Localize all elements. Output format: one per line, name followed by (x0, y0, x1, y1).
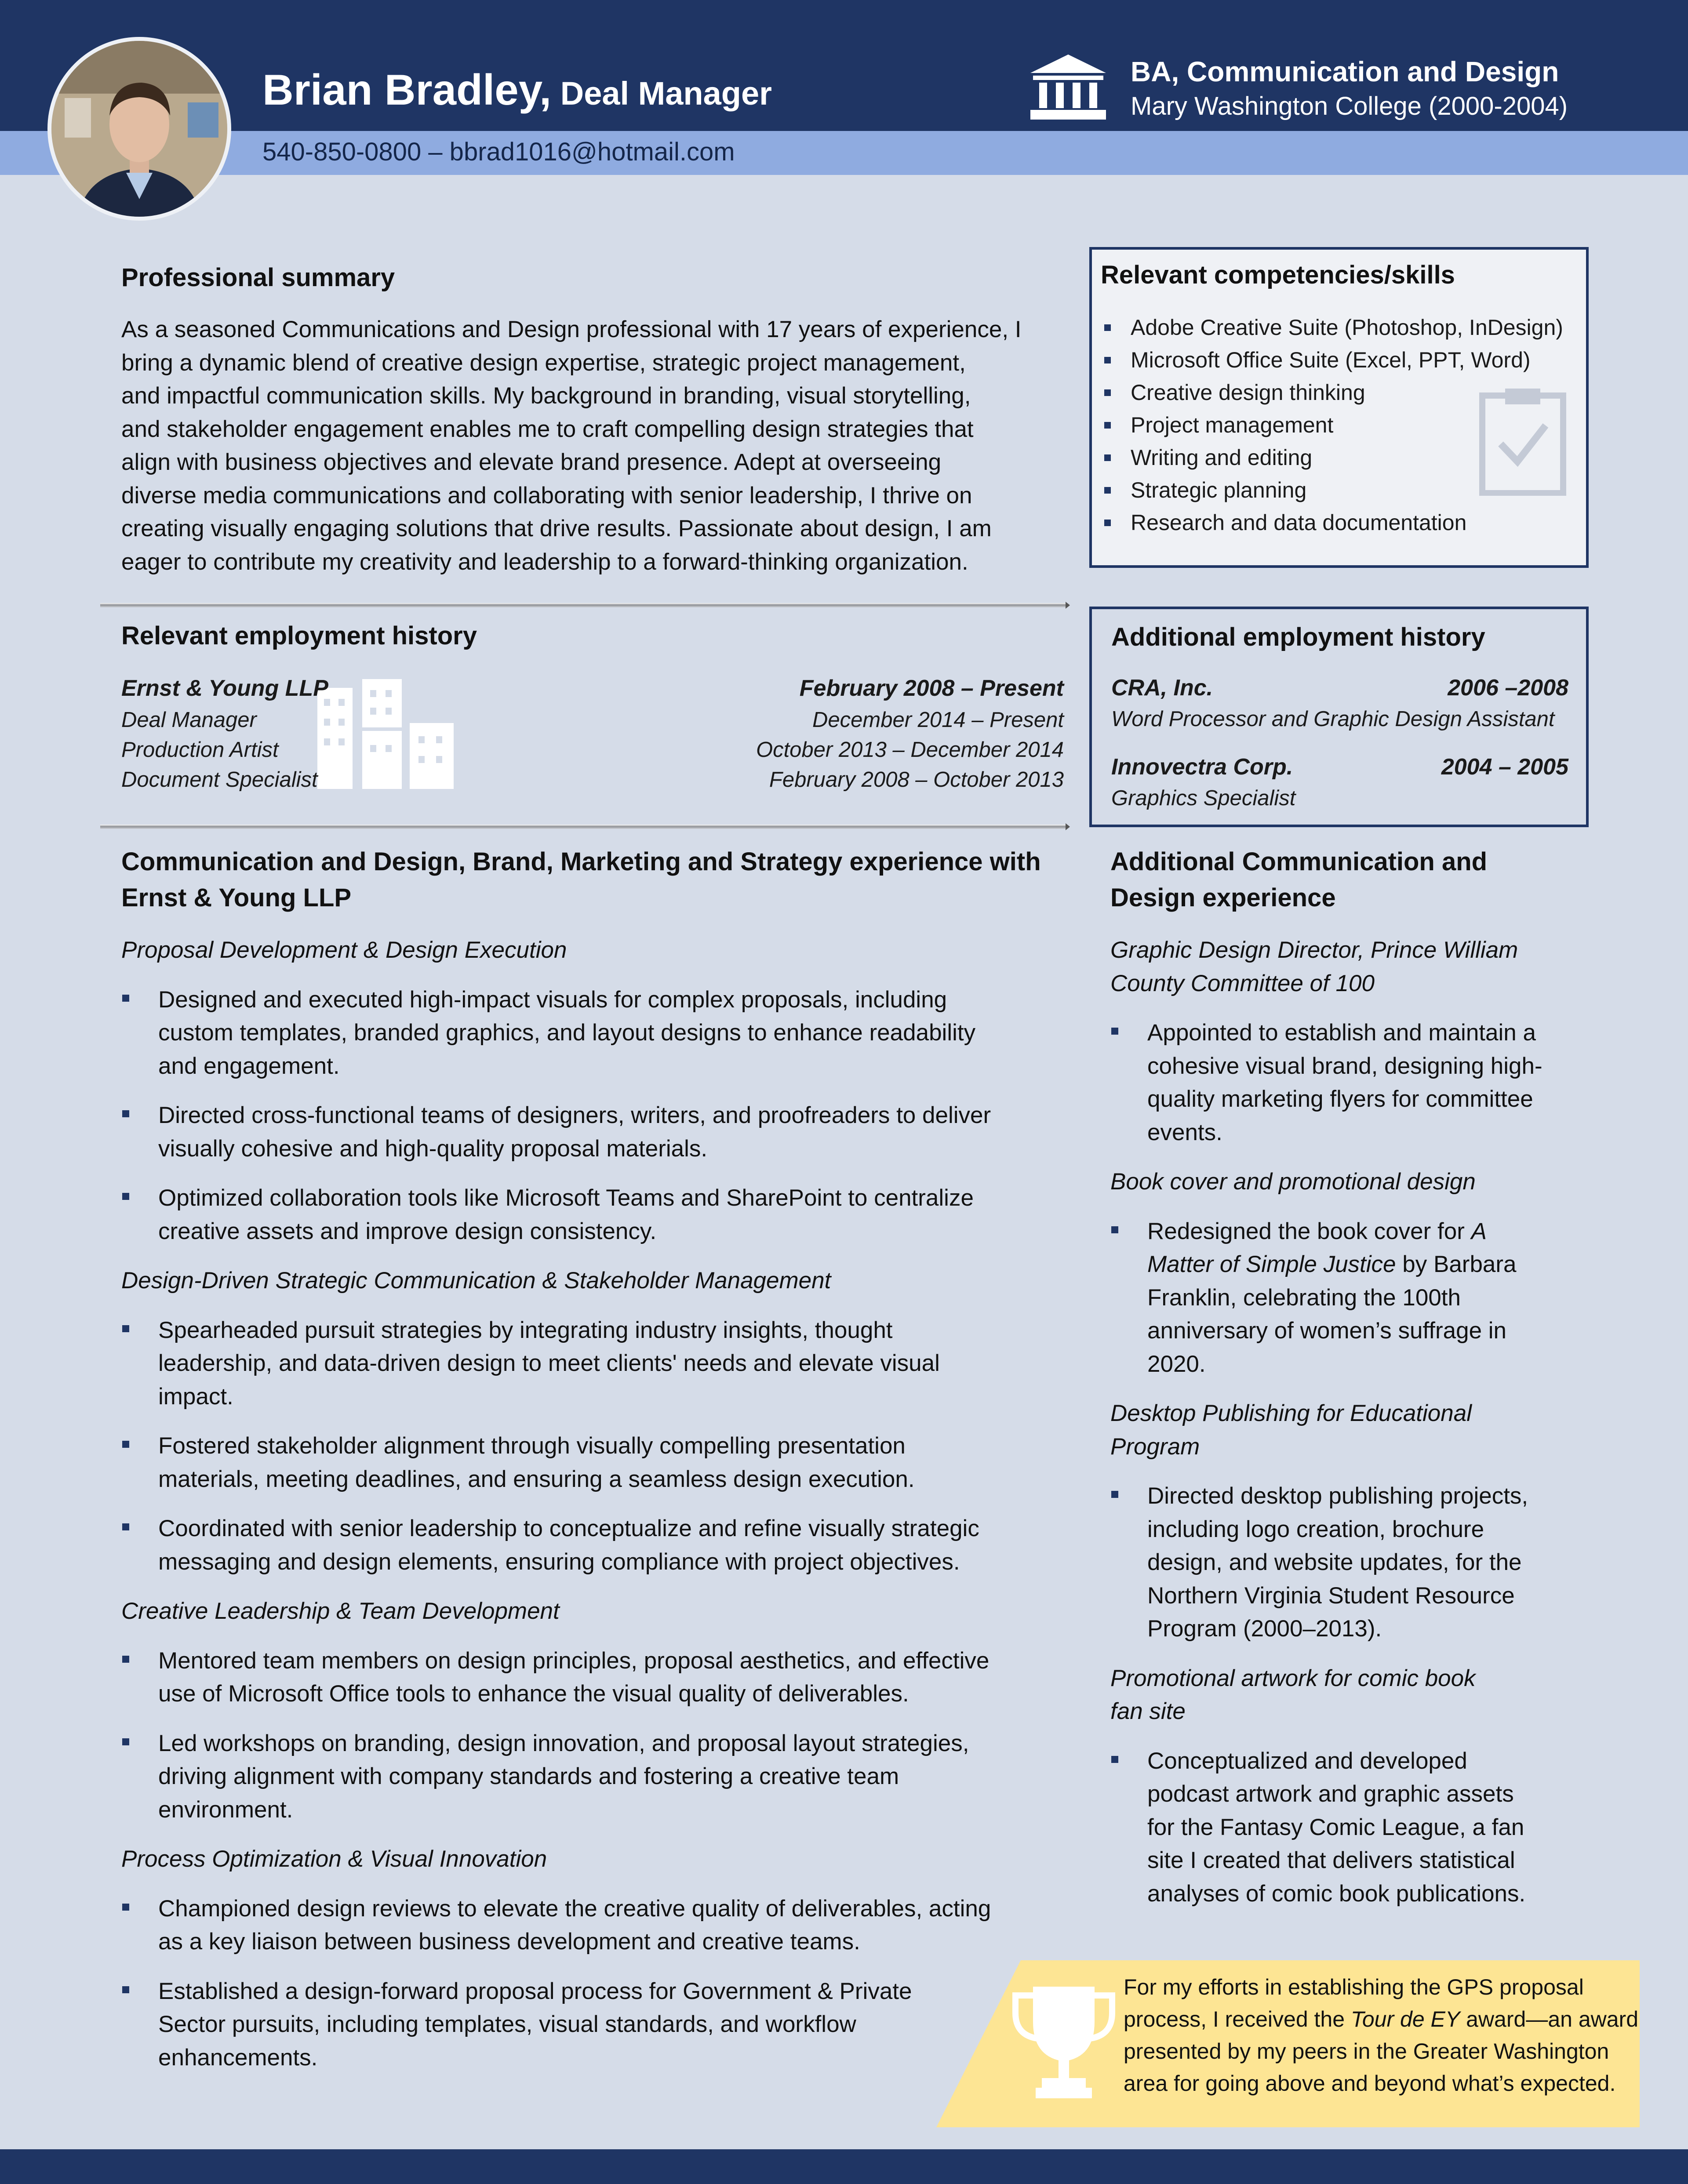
award-line: area for going above and beyond what’s expected. (1124, 2071, 1616, 2096)
bullet-line: Mentored team members on design principles, proposal aesthetics, and effective (158, 1647, 990, 1674)
bullet-line: quality marketing flyers for committee (1147, 1086, 1533, 1112)
skill-item: Project management (1092, 409, 1563, 441)
skill-item: Creative design thinking (1092, 376, 1563, 409)
bullet-line: as a key liaison between business development and creative teams. (158, 1929, 860, 1955)
bullet-line: impact. (158, 1383, 233, 1410)
award-line: For my efforts in establishing the GPS proposal (1124, 1975, 1584, 1999)
employment-heading: Relevant employment history (121, 621, 477, 650)
role-title: Document Specialist (121, 768, 318, 792)
additional-job-role: Word Processor and Graphic Design Assistant (1111, 707, 1555, 731)
bullet-line: analyses of comic book publications. (1147, 1880, 1526, 1907)
bullet-line: messaging and design elements, ensuring compliance with project objectives. (158, 1548, 960, 1575)
education-school: Mary Washington College (2000-2004) (1131, 92, 1568, 120)
bullet-line: 2020. (1147, 1351, 1206, 1377)
award-name: Tour de EY (1350, 2007, 1460, 2031)
role-title: Deal Manager (121, 708, 257, 732)
summary-line: eager to contribute my creativity and leadership to a forward-thinking organization. (121, 549, 968, 575)
additional-job-role: Graphics Specialist (1111, 786, 1296, 810)
bullet-line: visually cohesive and high-quality proposal materials. (158, 1135, 708, 1162)
subheading-line: Promotional artwork for comic book (1110, 1665, 1476, 1691)
additional-employment-box (1089, 607, 1589, 827)
bullet-line: custom templates, branded graphics, and layout designs to enhance readability (158, 1020, 976, 1046)
skill-item: Research and data documentation (1092, 506, 1563, 539)
summary-line: diverse media communications and collaborating with senior leadership, I thrive on (121, 482, 972, 509)
contact-info: 540-850-0800 – bbrad1016@hotmail.com (262, 138, 735, 166)
contact-bar (0, 131, 1688, 175)
experience-heading-line: Ernst & Young LLP (121, 883, 352, 912)
bullet-line: Program (2000–2013). (1147, 1616, 1382, 1642)
experience-subheading: Creative Leadership & Team Development (121, 1598, 560, 1624)
skills-list (1092, 311, 1563, 539)
bullet-line: Franklin, celebrating the 100th (1147, 1284, 1461, 1311)
award-line (1124, 2003, 1642, 2035)
subheading-line: County Committee of 100 (1110, 970, 1375, 996)
bullet-line: Directed cross-functional teams of designers, writers, and proofreaders to deliver (158, 1102, 991, 1128)
bullet-line: site I created that delivers statistical (1147, 1847, 1515, 1873)
bullet-line: Directed desktop publishing projects, (1147, 1483, 1528, 1509)
additional-job-dates: 2004 – 2005 (1441, 754, 1568, 780)
bullet-line: for the Fantasy Comic League, a fan (1147, 1814, 1524, 1840)
experience-bullet (121, 1892, 1071, 1959)
employment-block (121, 672, 1064, 795)
experience-bullet (121, 1512, 1071, 1578)
university-icon (1029, 52, 1108, 122)
subheading-line: Desktop Publishing for Educational (1110, 1400, 1472, 1426)
bullet-line: Designed and executed high-impact visuals for complex proposals, including (158, 986, 947, 1013)
role-dates: October 2013 – December 2014 (756, 738, 1064, 762)
experience-heading-line: Communication and Design, Brand, Marketing and Strategy experience with (121, 847, 1041, 876)
bullet-line (1147, 1248, 1594, 1281)
experience-sections (121, 934, 1071, 2074)
experience-bullet (121, 1644, 1071, 1711)
experience-bullet (121, 1429, 1071, 1496)
experience-bullet (121, 1975, 1071, 2075)
additional-experience-heading-line: Additional Communication and (1110, 847, 1488, 876)
summary-line: align with business objectives and elevate brand presence. Adept at overseeing (121, 449, 942, 475)
additional-experience-bullet (1110, 1215, 1594, 1381)
role-dates: February 2008 – October 2013 (769, 768, 1064, 792)
section-divider (100, 825, 1067, 829)
bullet-line: cohesive visual brand, designing high- (1147, 1053, 1542, 1079)
book-title-text: A (1471, 1218, 1487, 1244)
bullet-line: events. (1147, 1119, 1222, 1145)
additional-job (1111, 751, 1568, 813)
bullet-line: environment. (158, 1796, 293, 1823)
bullet-line: leadership, and data-driven design to meet clients' needs and elevate visual (158, 1350, 940, 1376)
bullet-line: Optimized collaboration tools like Microsoft Teams and SharePoint to centralize (158, 1185, 974, 1211)
candidate-name: Brian Bradley, (262, 65, 552, 114)
trophy-icon (1007, 1982, 1121, 2101)
experience-subheading: Process Optimization & Visual Innovation (121, 1846, 547, 1872)
experience-bullet (121, 983, 1071, 1083)
footer-bar (0, 2149, 1688, 2184)
additional-experience-bullet (1110, 1479, 1594, 1646)
additional-job (1111, 672, 1568, 734)
bullet-line: creative assets and improve design consistency. (158, 1218, 657, 1244)
bullet-line: Coordinated with senior leadership to conceptualize and refine visually strategic (158, 1515, 979, 1541)
role-dates: December 2014 – Present (812, 708, 1064, 732)
additional-experience-sections (1110, 934, 1594, 1910)
bullet-line: Spearheaded pursuit strategies by integrating industry insights, thought (158, 1317, 893, 1343)
experience-bullet (121, 1181, 1071, 1248)
bullet-line: podcast artwork and graphic assets (1147, 1781, 1514, 1807)
award-text-part: award—an award (1460, 2007, 1639, 2031)
bullet-line: Northern Virginia Student Resource (1147, 1582, 1515, 1609)
employment-company-row (121, 672, 1064, 705)
summary-line: As a seasoned Communications and Design professional with 17 years of experience, I (121, 316, 1022, 342)
additional-experience-subheading (1110, 1662, 1594, 1728)
skill-item: Strategic planning (1092, 474, 1563, 506)
bullet-line: driving alignment with company standards and fostering a creative team (158, 1763, 899, 1789)
experience-subheading: Design-Driven Strategic Communication & Stakeholder Management (121, 1268, 831, 1294)
experience-bullet (121, 1727, 1071, 1827)
bullet-line: Conceptualized and developed (1147, 1748, 1467, 1774)
bullet-line: materials, meeting deadlines, and ensuring a seamless design execution. (158, 1466, 915, 1492)
skill-item: Writing and editing (1092, 441, 1563, 474)
award-text (1124, 1971, 1642, 2100)
bullet-line: including logo creation, brochure (1147, 1516, 1484, 1542)
additional-job-row (1111, 751, 1568, 783)
summary-line: and impactful communication skills. My background in branding, visual storytelling, (121, 383, 971, 409)
subheading-line: Graphic Design Director, Prince William (1110, 937, 1518, 963)
section-divider (100, 603, 1067, 607)
summary-line: and stakeholder engagement enables me to craft compelling design strategies that (121, 416, 974, 442)
bullet-line: Appointed to establish and maintain a (1147, 1020, 1536, 1046)
summary-line: creating visually engaging solutions that drive results. Passionate about design, I am (121, 516, 992, 541)
job-title-text: Deal Manager (560, 75, 772, 112)
summary-heading: Professional summary (121, 263, 395, 292)
award-text-part: process, I received the (1124, 2007, 1351, 2031)
experience-subheading: Proposal Development & Design Execution (121, 937, 567, 963)
additional-job-company: CRA, Inc. (1111, 675, 1213, 701)
bullet-line: Established a design-forward proposal process for Government & Private (158, 1978, 912, 2004)
summary-text (121, 313, 1066, 578)
bullet-text: Redesigned the book cover for (1147, 1218, 1471, 1244)
skills-heading: Relevant competencies/skills (1101, 261, 1455, 289)
additional-experience-subheading (1110, 934, 1594, 1000)
employment-dates: February 2008 – Present (799, 676, 1064, 701)
bullet-line: use of Microsoft Office tools to enhance the visual quality of deliverables. (158, 1681, 909, 1707)
subheading-line: fan site (1110, 1698, 1186, 1724)
subheading-line: Program (1110, 1433, 1200, 1460)
additional-experience-bullet (1110, 1744, 1594, 1911)
bullet-line: Led workshops on branding, design innovation, and proposal layout strategies, (158, 1730, 969, 1756)
employment-company: Ernst & Young LLP (121, 676, 328, 701)
education-degree: BA, Communication and Design (1131, 56, 1559, 87)
bullet-line (1147, 1215, 1594, 1248)
employment-role-row (121, 735, 1064, 765)
summary-line: bring a dynamic blend of creative design expertise, strategic project management, (121, 349, 966, 376)
skills-box (1089, 247, 1589, 568)
role-title: Production Artist (121, 738, 279, 762)
job-title (551, 75, 772, 112)
additional-experience-heading (1110, 844, 1594, 916)
additional-job-company: Innovectra Corp. (1111, 754, 1293, 780)
additional-experience-bullet (1110, 1016, 1594, 1149)
experience-bullet (121, 1099, 1071, 1165)
bullet-line: Sector pursuits, including templates, visual standards, and workflow (158, 2011, 856, 2037)
bullet-line: and engagement. (158, 1053, 340, 1079)
award-line: presented by my peers in the Greater Washington (1124, 2039, 1609, 2064)
bullet-line: anniversary of women’s suffrage in (1147, 1318, 1507, 1344)
additional-experience-heading-line: Design experience (1110, 883, 1336, 912)
book-title-text: Matter of Simple Justice (1147, 1251, 1396, 1277)
bullet-text: by Barbara (1396, 1251, 1517, 1277)
experience-bullet (121, 1314, 1071, 1414)
additional-employment-heading: Additional employment history (1111, 623, 1485, 651)
additional-job-dates: 2006 –2008 (1448, 675, 1568, 701)
employment-role-row (121, 705, 1064, 735)
profile-photo (47, 37, 231, 221)
bullet-line: design, and website updates, for the (1147, 1549, 1522, 1575)
experience-heading (121, 844, 1071, 916)
skill-item: Microsoft Office Suite (Excel, PPT, Word) (1092, 344, 1563, 376)
additional-experience-subheading: Book cover and promotional design (1110, 1169, 1476, 1195)
candidate-name-title (262, 65, 772, 115)
bullet-line: Fostered stakeholder alignment through visually compelling presentation (158, 1433, 906, 1459)
bullet-line: enhancements. (158, 2044, 318, 2071)
bullet-line: Championed design reviews to elevate the creative quality of deliverables, acting (158, 1895, 991, 1922)
skill-item: Adobe Creative Suite (Photoshop, InDesign) (1092, 311, 1563, 344)
additional-experience-subheading (1110, 1397, 1594, 1463)
additional-job-row (1111, 672, 1568, 704)
employment-role-row (121, 765, 1064, 795)
